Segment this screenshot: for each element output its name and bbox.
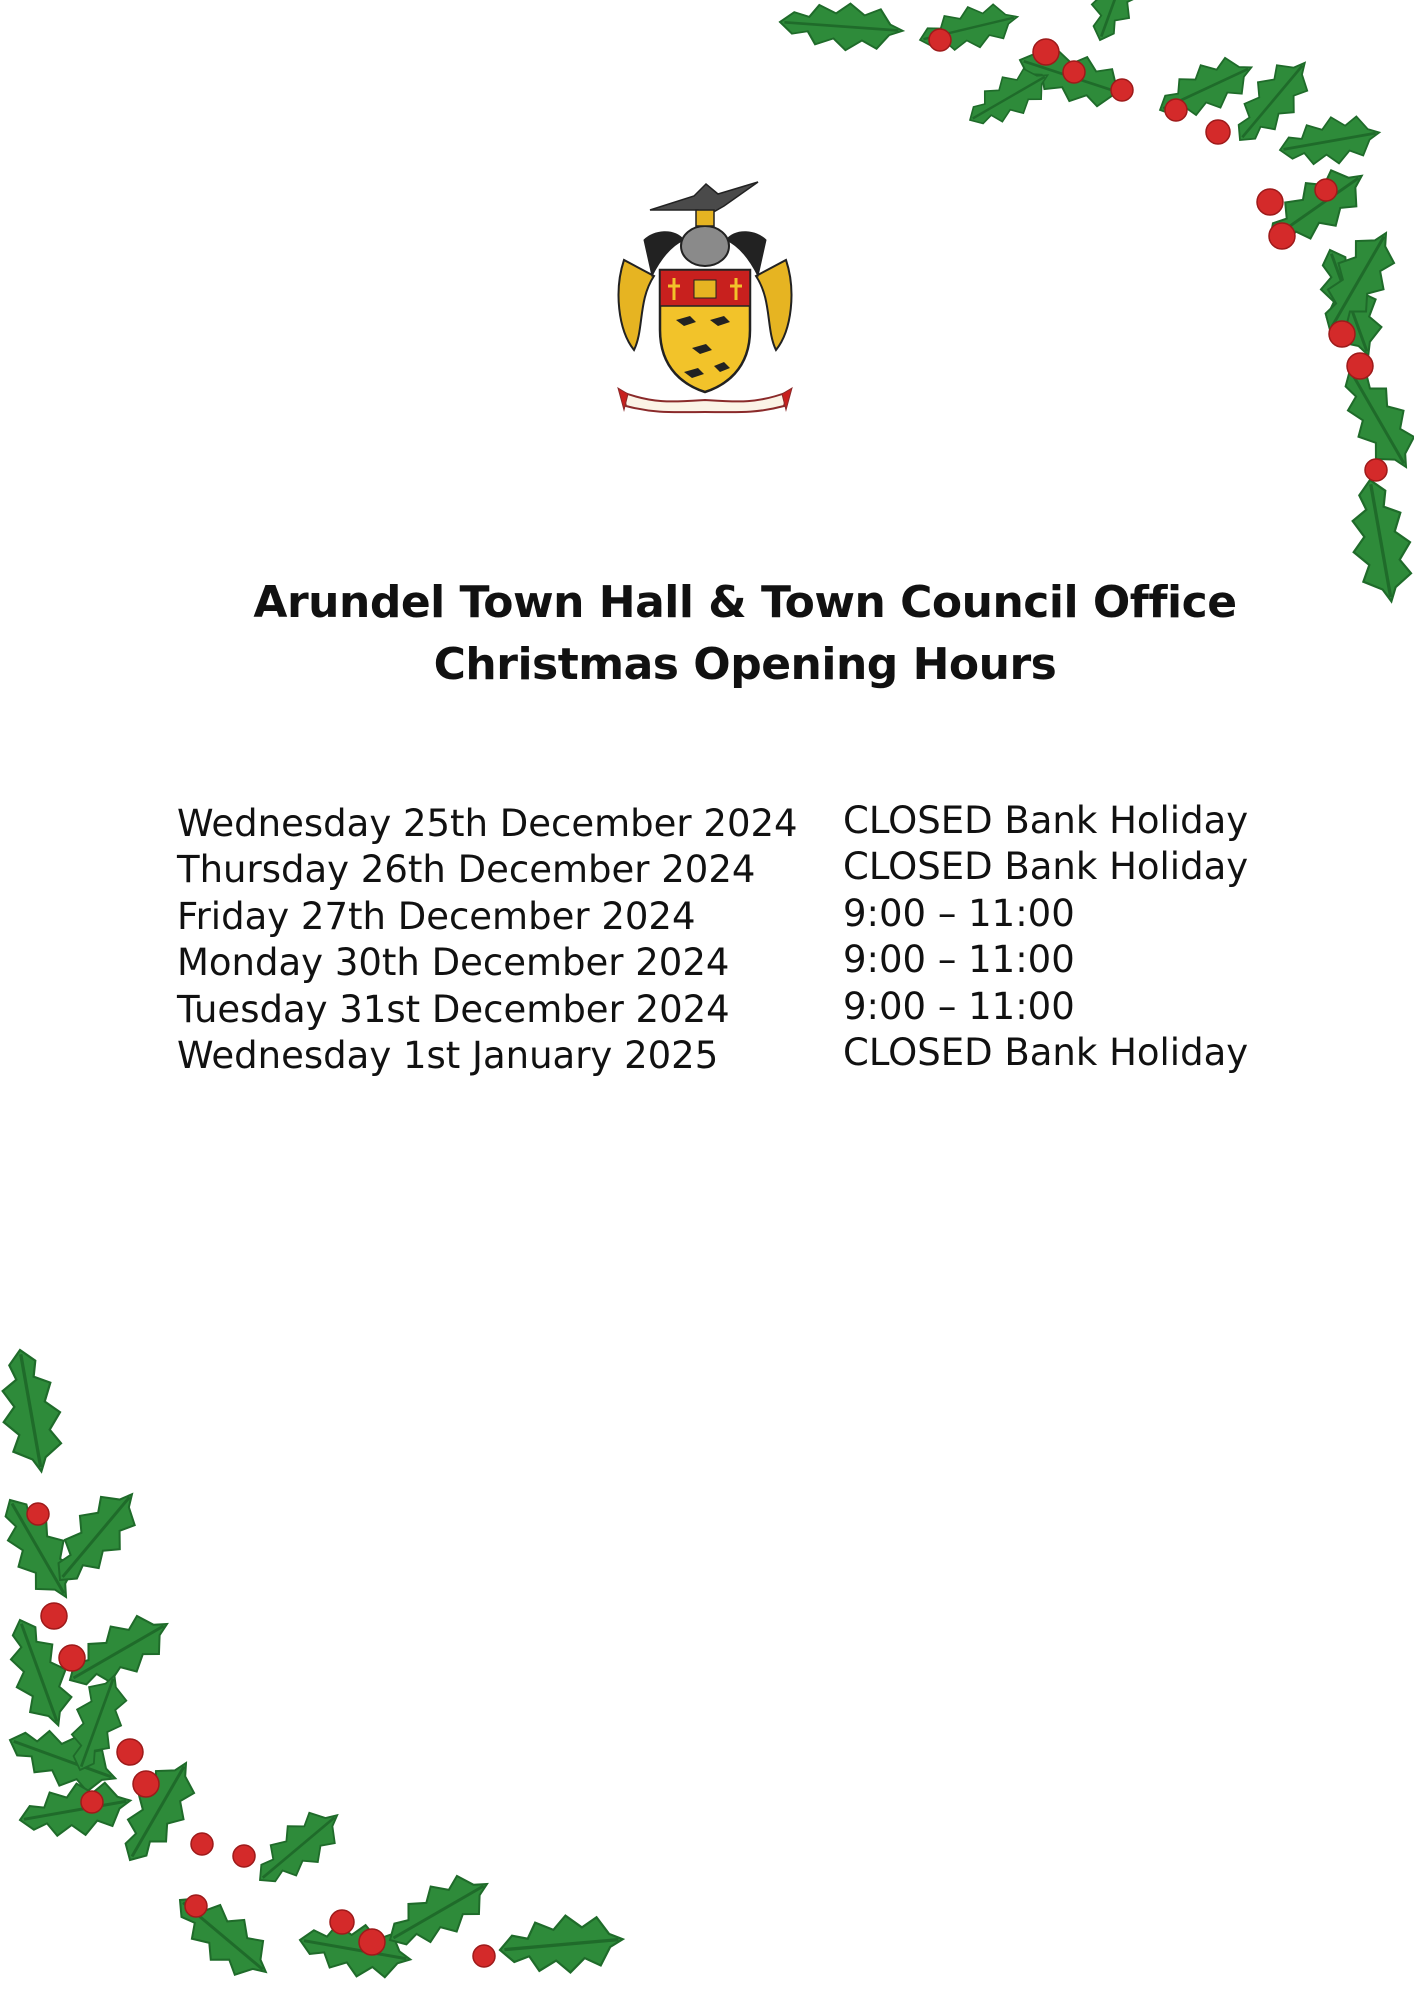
- schedule-date: Tuesday 31st December 2024: [177, 987, 730, 1031]
- schedule-hours: 9:00 – 11:00: [843, 891, 1075, 935]
- title-line-1: Arundel Town Hall & Town Council Office: [253, 577, 1237, 628]
- schedule-hours: CLOSED Bank Holiday: [843, 1031, 1249, 1075]
- schedule-row: [177, 800, 1257, 847]
- schedule-row: [177, 1033, 1257, 1080]
- schedule-row: [177, 940, 1257, 987]
- schedule-date: Wednesday 1st January 2025: [177, 1034, 719, 1078]
- schedule-row: [177, 986, 1257, 1033]
- holly-leaves-top: [778, 0, 1414, 606]
- schedule-hours: CLOSED Bank Holiday: [843, 845, 1249, 889]
- title-line-2: Christmas Opening Hours: [433, 639, 1057, 690]
- schedule-hours: 9:00 – 11:00: [843, 984, 1075, 1028]
- holly-decoration-top-right: [770, 0, 1414, 640]
- holly-leaves-bottom: [0, 1345, 625, 1992]
- schedule-hours: CLOSED Bank Holiday: [843, 798, 1249, 842]
- coat-of-arms-crest-icon: [614, 180, 796, 416]
- holly-decoration-bottom-left: [0, 1340, 670, 2000]
- schedule-row: [177, 893, 1257, 940]
- schedule-date: Monday 30th December 2024: [177, 941, 730, 985]
- schedule-date: Thursday 26th December 2024: [177, 848, 756, 892]
- opening-hours-schedule: [177, 800, 1257, 1079]
- schedule-row: [177, 847, 1257, 894]
- page-title: [160, 572, 1330, 696]
- schedule-date: Friday 27th December 2024: [177, 894, 696, 938]
- schedule-date: Wednesday 25th December 2024: [177, 801, 798, 845]
- schedule-hours: 9:00 – 11:00: [843, 938, 1075, 982]
